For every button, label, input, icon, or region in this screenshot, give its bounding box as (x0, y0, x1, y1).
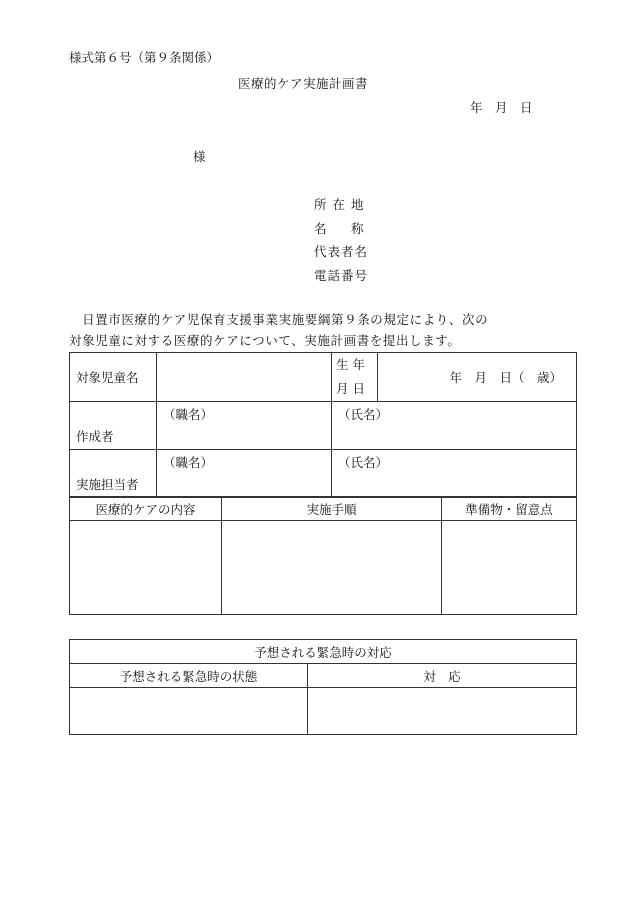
care-table (69, 496, 577, 615)
care-body-row (70, 521, 577, 615)
phone-label: 電話番号 (314, 267, 369, 283)
emergency-title: 予想される緊急時の対応 (70, 640, 577, 664)
creator-row (70, 402, 577, 450)
emergency-body-row (70, 688, 577, 735)
care-header-content: 医療的ケアの内容 (70, 497, 222, 521)
child-label: 対象児童名 (70, 353, 157, 402)
child-row (70, 353, 577, 402)
emergency-title-row (70, 640, 577, 664)
intro-line-2: 対象児童に対する医療的ケアについて、実施計画書を提出します。 (69, 333, 461, 348)
intro-line-1: 日置市医療的ケア児保育支援事業実施要綱第９条の規定により、次の (69, 312, 489, 327)
child-name-cell[interactable] (157, 353, 332, 402)
birth-label-2: 月 日 (336, 381, 365, 396)
birth-label-cell (332, 353, 378, 402)
creator-name[interactable]: （氏名） (332, 402, 577, 450)
care-content-cell[interactable] (70, 521, 222, 615)
intro-paragraph (69, 309, 488, 351)
applicant-block (314, 193, 368, 287)
creator-position[interactable]: （職名） (157, 402, 332, 450)
implementer-label: 実施担当者 (70, 450, 157, 498)
care-header-notes: 準備物・留意点 (442, 497, 577, 521)
emergency-state-cell[interactable] (70, 688, 308, 735)
implementer-position[interactable]: （職名） (157, 450, 332, 498)
form-id: 様式第６号（第９条関係） (69, 50, 220, 65)
representative-label: 代表者名 (314, 244, 369, 259)
emergency-header-state: 予想される緊急時の状態 (70, 664, 308, 688)
birth-value[interactable]: 年 月 日（ 歳） (378, 353, 577, 402)
name-label: 名 称 (314, 220, 365, 236)
emergency-header-row (70, 664, 577, 688)
implementer-name[interactable]: （氏名） (332, 450, 577, 498)
care-notes-cell[interactable] (442, 521, 577, 615)
creator-label: 作成者 (70, 402, 157, 450)
document-date: 年 月 日 (470, 100, 533, 115)
care-header-procedure: 実施手順 (222, 497, 442, 521)
emergency-header-response: 対 応 (308, 664, 577, 688)
implementer-row (70, 450, 577, 498)
care-procedure-cell[interactable] (222, 521, 442, 615)
emergency-response-cell[interactable] (308, 688, 577, 735)
address-label: 所 在 地 (314, 197, 365, 212)
emergency-table (69, 639, 577, 735)
care-header-row (70, 497, 577, 521)
birth-label-1: 生 年 (336, 357, 365, 372)
document-title: 医療的ケア実施計画書 (238, 76, 369, 91)
addressee-honorific: 様 (193, 149, 206, 164)
plan-table (69, 352, 577, 498)
